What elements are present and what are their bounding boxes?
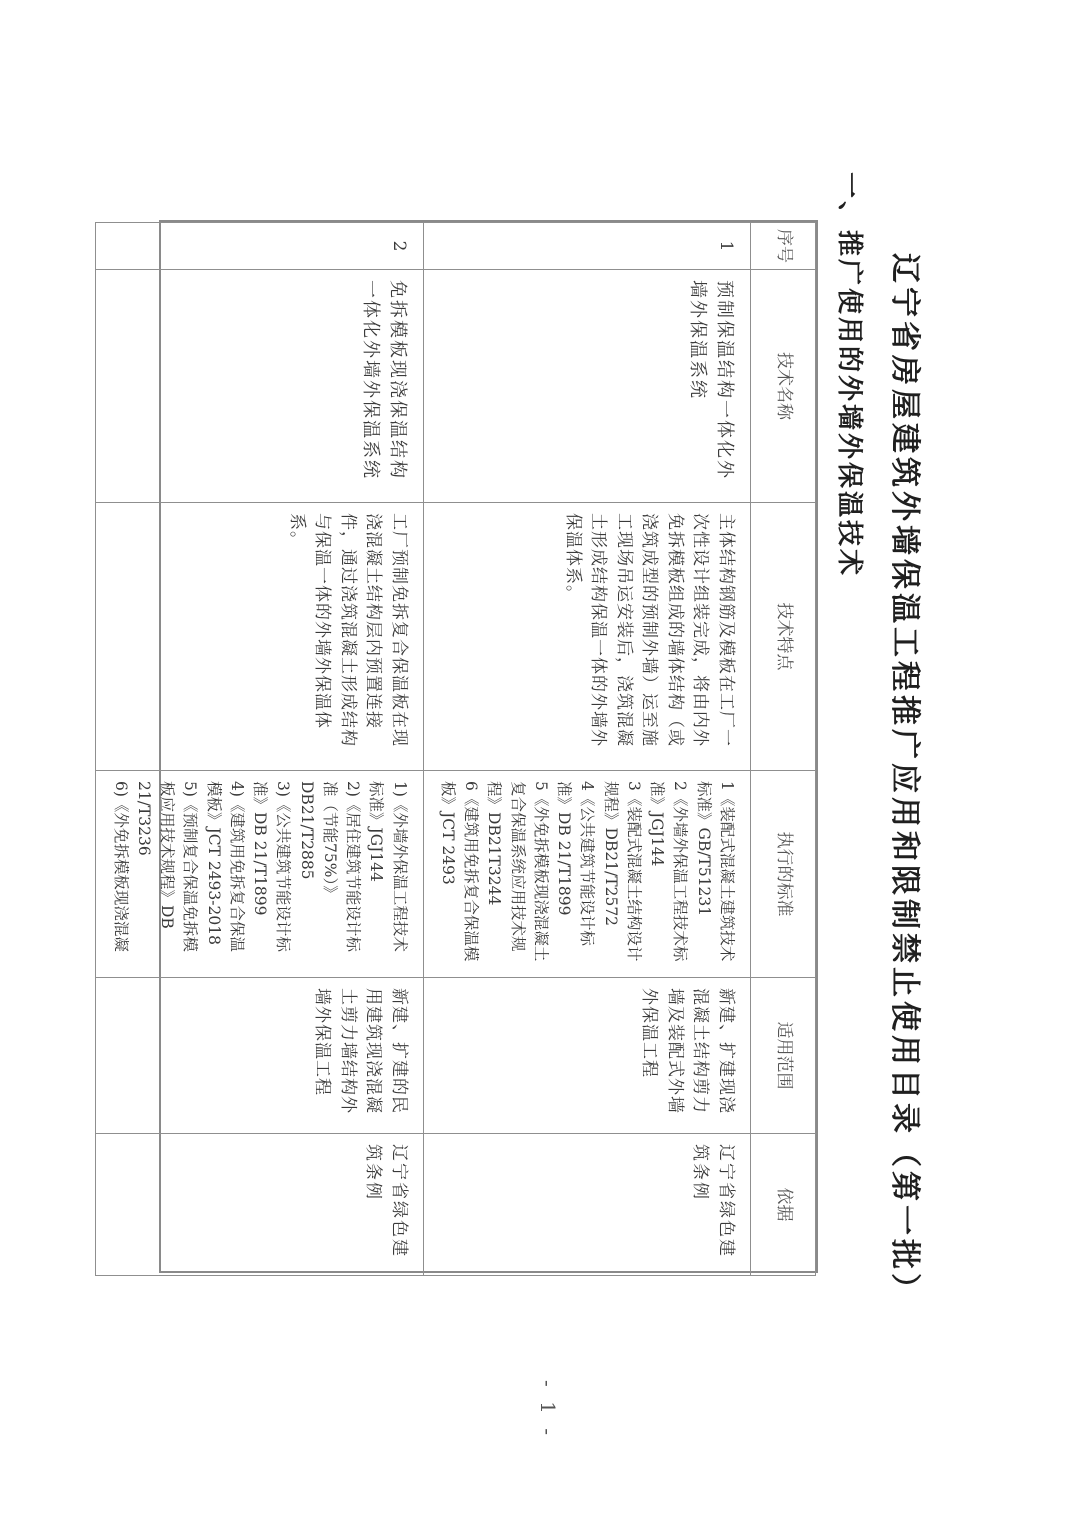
table-row — [423, 223, 750, 1276]
technology-name: 免拆模板现浇保温结构一体化外墙外保温系统 — [96, 270, 423, 503]
application-scope: 新建、扩建现浇混凝土结构剪力墙及装配式外墙外保温工程 — [423, 978, 750, 1134]
standards-list — [96, 771, 423, 978]
standard-item: 4)《建筑用免拆复合保温模板》JCT 2493-2018 — [204, 781, 246, 952]
header-name: 技术名称 — [751, 270, 816, 503]
standard-item: 6)《外免拆模板现浇混凝 — [111, 781, 130, 952]
page-number: - 1 - — [536, 1380, 560, 1439]
standard-item: 2《外墙外保温工程技术标准》JGJ144 — [648, 781, 690, 962]
document-title: 辽宁省房屋建筑外墙保温工程推广应用和限制禁止使用目录（第一批） — [887, 253, 922, 1307]
table-header-row — [751, 223, 816, 1276]
standards-list — [423, 771, 750, 978]
header-basis: 依据 — [751, 1134, 816, 1276]
standard-item: 6《建筑用免拆复合保温模板》JCT 2493 — [439, 781, 481, 962]
standard-item: 3《装配式混凝土结构设计规程》DB21/T2572 — [601, 781, 643, 962]
row-number: 1 — [423, 223, 750, 270]
technology-feature: 工厂预制免拆复合保温板在现浇混凝土结构层内预置连接件，通过浇筑混凝土形成结构与保温一体的外墙外保温体系。 — [96, 503, 423, 771]
row-number: 2 — [96, 223, 423, 270]
catalog-table-container — [111, 220, 818, 1273]
technology-feature: 主体结构钢筋及模板在工厂一次性设计组装完成，将由内外免拆模板组成的墙体结构（或浇筑成型的预制外墙）运至施工现场吊运安装后，浇筑混凝土形成结构保温一体的外墙外保温体系。 — [423, 503, 750, 771]
legal-basis: 辽宁省绿色建筑条例 — [96, 1134, 423, 1276]
catalog-table — [96, 222, 817, 1276]
header-scope: 适用范围 — [751, 978, 816, 1134]
table-row — [96, 223, 423, 1276]
header-no: 序号 — [751, 223, 816, 270]
header-standard: 执行的标准 — [751, 771, 816, 978]
standard-item: 5)《预制复合保温免拆模板应用技术规程》DB 21/T3236 — [135, 781, 200, 952]
standard-item: 2)《居住建筑节能设计标准（节能75%）》DB21/T2885 — [297, 781, 363, 952]
standard-item: 5《外免拆模板现浇混凝土复合保温系统应用技术规程》DB21T3244 — [485, 781, 550, 962]
table-body — [96, 223, 751, 1276]
legal-basis: 辽宁省绿色建筑条例 — [423, 1134, 750, 1276]
application-scope: 新建、扩建的民用建筑现浇混凝土剪力墙结构外墙外保温工程 — [96, 978, 423, 1134]
standard-item: 1《装配式混凝土建筑技术标准》GB/T51231 — [694, 781, 736, 962]
standard-item: 1)《外墙外保温工程技术标准》JGJ144 — [367, 781, 409, 952]
technology-name: 预制保温结构一体化外墙外保温系统 — [423, 270, 750, 503]
section-heading: 一、推广使用的外墙外保温技术 — [834, 172, 864, 579]
header-feature: 技术特点 — [751, 503, 816, 771]
standard-item: 3)《公共建筑节能设计标准》DB 21/T1899 — [251, 781, 293, 952]
standard-item: 4《公共建筑节能设计标准》DB 21/T1899 — [555, 781, 597, 946]
table-header — [751, 223, 816, 1276]
